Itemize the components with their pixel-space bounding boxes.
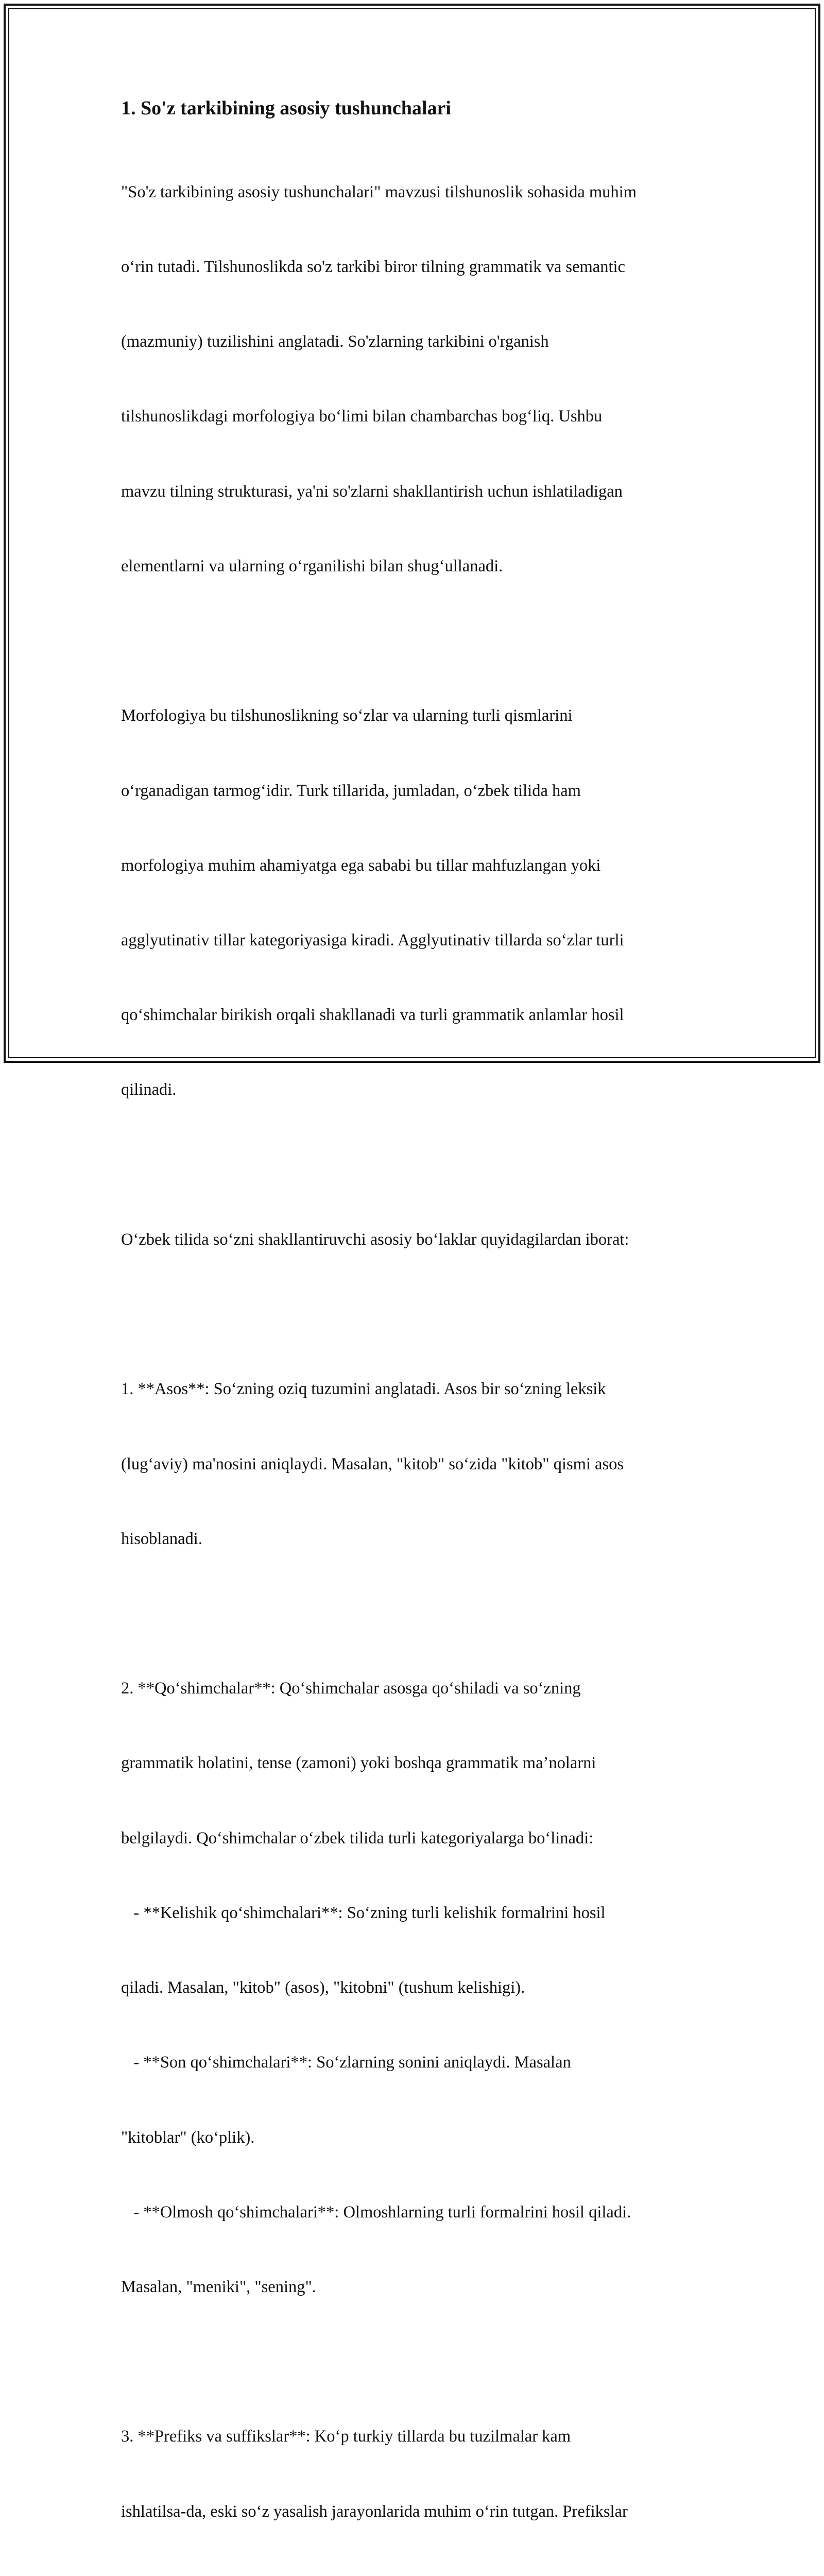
text-line: belgilaydi. Qo‘shimchalar o‘zbek tilida turli kategoriyalarga bo‘linadi: [121, 1828, 594, 1848]
text-line: - **Son qo‘shimchalari**: So‘zlarning sonini aniqlaydi. Masalan [121, 2053, 571, 2072]
text-line: qo‘shimchalar birikish orqali shakllanadi va turli grammatik anlamlar hosil [121, 1006, 624, 1025]
text-line: qilinadi. [121, 1080, 177, 1099]
text-line [121, 2574, 711, 2576]
text-line: morfologiya muhim ahamiyatga ega sababi bu tillar mahfuzlangan yoki [121, 856, 601, 875]
text-line: o‘rganadigan tarmog‘idir. Turk tillarida, jumladan, o‘zbek tilida ham [121, 781, 581, 800]
blank-line [121, 2349, 711, 2374]
section-heading: 1. So'z tarkibining asosiy tushunchalari [121, 97, 451, 119]
blank-line [121, 1601, 711, 1626]
text-line: hisoblanadi. [121, 1529, 202, 1548]
blank-line [121, 1153, 711, 1177]
text-line: (mazmuniy) tuzilishini anglatadi. So'zlarning tarkibini o'rganish [121, 332, 549, 351]
text-line: grammatik holatini, tense (zamoni) yoki boshqa grammatik ma’nolarni [121, 1754, 596, 1773]
text-line: ishlatilsa-da, eski so‘z yasalish jarayonlarida muhim o‘rin tutgan. Prefikslar [121, 2502, 628, 2521]
document-body [121, 130, 711, 2576]
text-line: O‘zbek tilida so‘zni shakllantiruvchi asosiy bo‘laklar quyidagilardan iborat: [121, 1230, 629, 1249]
text-line: "kitoblar" (ko‘plik). [121, 2128, 255, 2147]
blank-line [121, 629, 711, 653]
text-line: - **Kelishik qo‘shimchalari**: So‘zning turli kelishik formalrini hosil [121, 1903, 606, 1922]
text-line: "So'z tarkibining asosiy tushunchalari" mavzusi tilshunoslik sohasida muhim [121, 182, 637, 201]
text-line: Morfologiya bu tilshunoslikning so‘zlar va ularning turli qismlarini [121, 706, 573, 725]
text-line: qiladi. Masalan, "kitob" (asos), "kitobni" (tushum kelishigi). [121, 1978, 525, 1997]
text-line: agglyutinativ tillar kategoriyasiga kiradi. Agglyutinativ tillarda so‘zlar turli [121, 931, 624, 950]
text-line: 2. **Qo‘shimchalar**: Qo‘shimchalar asosga qo‘shiladi va so‘zning [121, 1679, 581, 1698]
text-line: mavzu tilning strukturasi, ya'ni so'zlarni shakllantirish uchun ishlatiladigan [121, 482, 623, 501]
blank-line [121, 1302, 711, 1327]
text-line: (lug‘aviy) ma'nosini aniqlaydi. Masalan, "kitob" so‘zida "kitob" qismi asos [121, 1454, 624, 1473]
text-line: - **Olmosh qo‘shimchalari**: Olmoshlarning turli formalrini hosil qiladi. [121, 2202, 631, 2222]
text-line: 1. **Asos**: So‘zning oziq tuzumini anglatadi. Asos bir so‘zning leksik [121, 1380, 606, 1399]
text-line: o‘rin tutadi. Tilshunoslikda so'z tarkibi biror tilning grammatik va semantic [121, 258, 625, 277]
document-content [121, 96, 711, 2576]
text-line: tilshunoslikdagi morfologiya bo‘limi bilan chambarchas bog‘liq. Ushbu [121, 407, 603, 426]
text-line: Masalan, "meniki", "sening". [121, 2277, 316, 2296]
text-line: elementlarni va ularning o‘rganilishi bilan shug‘ullanadi. [121, 556, 503, 575]
text-line: 3. **Prefiks va suffikslar**: Ko‘p turkiy tillarda bu tuzilmalar kam [121, 2427, 571, 2446]
